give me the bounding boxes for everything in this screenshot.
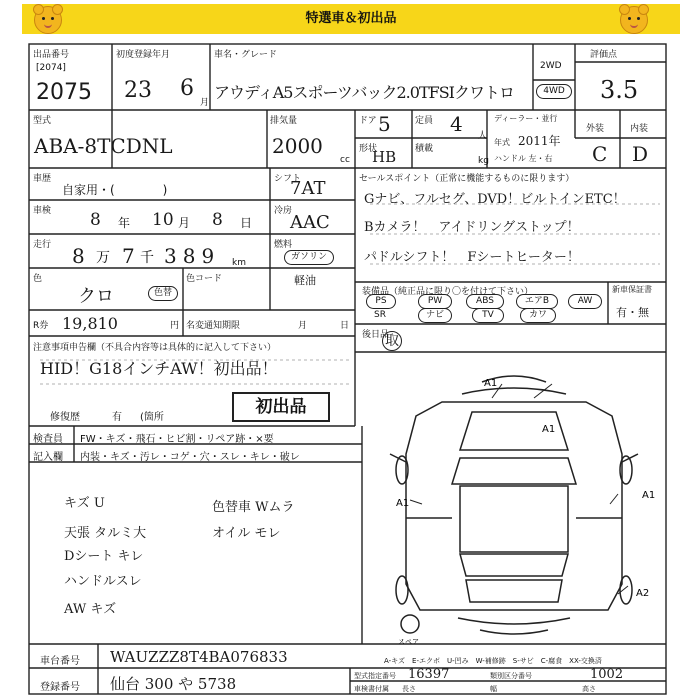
warranty-value: 有・無 bbox=[616, 306, 649, 319]
name-change-month: 月 bbox=[298, 321, 308, 331]
sales-line-2: Bカメラ！ アイドリングストップ！ bbox=[364, 220, 580, 235]
shape-label: 形状 bbox=[359, 144, 378, 154]
width-label: 幅 bbox=[490, 685, 497, 693]
lot-label: 出品番号 bbox=[33, 50, 70, 60]
rear-items-value: 取 bbox=[382, 331, 402, 351]
first-listing-stamp: 初出品 bbox=[232, 392, 330, 422]
mileage-rest: 389 bbox=[164, 244, 221, 268]
lot-sub: [2074] bbox=[36, 63, 66, 73]
load-unit: kg bbox=[478, 156, 489, 166]
model-value: アウディA5スポーツバック2.0TFSIクワトロ bbox=[214, 83, 514, 102]
sales-line-1: Gナビ、フルセグ、DVD！ビルトインETC！ bbox=[364, 192, 626, 207]
handnote-left-5: AW キズ bbox=[64, 602, 117, 617]
checker-opts: FW・キズ・飛石・ヒビ割・リペア跡・×要 bbox=[80, 434, 274, 445]
recycle-value: 19,810 bbox=[62, 314, 118, 333]
year-value: 2011年 bbox=[518, 134, 561, 148]
mileage-label: 走行 bbox=[33, 240, 52, 250]
inspection-year-unit: 年 bbox=[118, 216, 131, 230]
type-label: 型式 bbox=[33, 116, 52, 126]
plate-label: 登録番号 bbox=[40, 682, 80, 693]
equip-sr: SR bbox=[374, 310, 386, 320]
plate-value: 仙台 300 や 5738 bbox=[110, 675, 237, 693]
first-reg-label: 初度登録年月 bbox=[116, 50, 171, 60]
notes-label: 注意事項申告欄（不具合内容等は具体的に記入して下さい） bbox=[33, 343, 277, 353]
damage-mark: A1 bbox=[642, 490, 656, 501]
type-spec-label: 型式指定番号 bbox=[354, 672, 396, 680]
banner-title: 特選車＆初出品 bbox=[305, 11, 397, 26]
score-label: 評価点 bbox=[590, 50, 618, 60]
equip-tv: TV bbox=[472, 308, 504, 323]
equip-pw: PW bbox=[418, 294, 452, 309]
inspection-day-unit: 日 bbox=[240, 216, 253, 230]
mileage-man-unit: 万 bbox=[96, 250, 110, 266]
handnote-right-2: オイル モレ bbox=[212, 526, 281, 541]
inspection-month: 10 bbox=[152, 210, 174, 230]
exterior-value: C bbox=[592, 142, 608, 166]
height-label: 高さ bbox=[582, 685, 596, 693]
interior-value: D bbox=[632, 142, 649, 166]
displacement-label: 排気量 bbox=[270, 116, 298, 126]
recorder-opts: 内装・キズ・汚レ・コゲ・穴・スレ・キレ・破レ bbox=[80, 452, 300, 463]
first-reg-month-unit: 月 bbox=[200, 98, 210, 108]
chassis-value: WAUZZZ8T4BA076833 bbox=[110, 648, 288, 666]
inspection-day: 8 bbox=[212, 210, 223, 230]
drive-2wd: 2WD bbox=[540, 61, 562, 71]
fuel-gasoline: ガソリン bbox=[284, 250, 334, 265]
equip-abs: ABS bbox=[466, 294, 504, 309]
history-value: 自家用・( ) bbox=[62, 183, 168, 197]
interior-label: 内装 bbox=[630, 124, 649, 134]
handnote-left-4: ハンドルスレ bbox=[64, 574, 142, 589]
car-damage-diagram bbox=[362, 354, 666, 644]
recorder-label: 記入欄 bbox=[33, 452, 63, 463]
fuel-diesel: 軽油 bbox=[294, 274, 316, 287]
repair-label: 修復歴 bbox=[50, 412, 80, 423]
handnote-right-1: 色替車 Wムラ bbox=[212, 500, 295, 515]
sales-points-label: セールスポイント（正常に機能するものに限ります） bbox=[359, 174, 575, 184]
inspection-label: 車検 bbox=[33, 206, 52, 216]
mileage-man: 8 bbox=[72, 244, 85, 268]
length-label: 長さ bbox=[402, 685, 416, 693]
handle-label: ハンドル 左・右 bbox=[494, 154, 553, 163]
aircon-value: AAC bbox=[290, 212, 330, 233]
color-label: 色 bbox=[33, 274, 43, 284]
score-value: 3.5 bbox=[600, 76, 639, 104]
equip-aw: AW bbox=[568, 294, 602, 309]
recycle-label: R券 bbox=[33, 321, 49, 331]
equipment-label: 装備品（純正品に限り〇を付けて下さい） bbox=[362, 287, 534, 297]
damage-mark: A1 bbox=[542, 424, 556, 435]
damage-legend: A-キズ E-エクボ U-凹み W-補修跡 S-サビ C-腐食 XX-交換済 bbox=[384, 657, 602, 665]
type-spec-value: 16397 bbox=[408, 667, 450, 682]
shape-value: HB bbox=[372, 148, 397, 166]
drive-4wd: 4WD bbox=[536, 84, 572, 99]
chassis-label: 車台番号 bbox=[40, 656, 80, 667]
aircon-label: 冷房 bbox=[274, 206, 293, 216]
first-reg-month: 6 bbox=[180, 76, 194, 101]
color-change: 色替 bbox=[148, 286, 178, 301]
mileage-unit: km bbox=[232, 258, 246, 268]
repair-yes: 有 bbox=[112, 412, 122, 423]
cert-label: 車検書付属 bbox=[354, 685, 389, 693]
model-label: 車名・グレード bbox=[214, 50, 278, 60]
name-change-label: 名変通知期限 bbox=[186, 321, 241, 331]
class-value: 1002 bbox=[590, 667, 624, 682]
damage-mark: A1 bbox=[484, 378, 498, 389]
sales-line-3: パドルシフト！ Fシートヒーター！ bbox=[364, 250, 580, 265]
mileage-sen-unit: 千 bbox=[140, 250, 154, 266]
color-value: クロ bbox=[78, 286, 114, 307]
damage-mark: A2 bbox=[636, 588, 650, 599]
damage-mark: A1 bbox=[396, 498, 410, 509]
inspection-month-unit: 月 bbox=[178, 216, 191, 230]
inspection-year: 8 bbox=[90, 210, 101, 230]
equip-leather: カワ bbox=[520, 308, 556, 323]
repair-place: (箇所 bbox=[140, 412, 164, 423]
capacity-label: 定員 bbox=[415, 116, 434, 126]
color-code-label: 色コード bbox=[186, 274, 223, 284]
displacement-value: 2000 bbox=[272, 134, 323, 158]
displacement-unit: cc bbox=[340, 155, 350, 165]
name-change-day: 日 bbox=[340, 321, 350, 331]
handnote-left-1: キズ U bbox=[64, 496, 105, 511]
notes-value: HID！G18インチAW！初出品！ bbox=[40, 359, 278, 378]
year-label: 年式 bbox=[494, 138, 510, 147]
fuel-label: 燃料 bbox=[274, 240, 293, 250]
exterior-label: 外装 bbox=[586, 124, 605, 134]
recycle-unit: 円 bbox=[170, 321, 180, 331]
doors-label: ドア bbox=[359, 116, 377, 126]
load-label: 積載 bbox=[415, 144, 434, 154]
class-label: 類別区分番号 bbox=[490, 672, 532, 680]
capacity-value: 4 bbox=[450, 112, 463, 136]
doors-value: 5 bbox=[378, 112, 391, 136]
checker-label: 検査員 bbox=[33, 434, 63, 445]
first-reg-year: 23 bbox=[124, 78, 152, 103]
equip-navi: ナビ bbox=[418, 308, 452, 323]
warranty-label: 新車保証書 bbox=[612, 285, 652, 294]
lot-number: 2075 bbox=[36, 80, 92, 105]
spare-label: スペア bbox=[398, 638, 419, 644]
handnote-left-2: 天張 タルミ大 bbox=[64, 526, 147, 541]
type-value: ABA-8TCDNL bbox=[34, 134, 173, 158]
mileage-sen: 7 bbox=[122, 244, 135, 268]
dealer-label: ディーラー・並行 bbox=[494, 114, 558, 123]
equip-airbag: エアB bbox=[516, 294, 558, 309]
handnote-left-3: Dシート キレ bbox=[64, 549, 144, 564]
rear-items-label: 後日品 bbox=[362, 330, 390, 340]
equip-ps: PS bbox=[366, 294, 396, 309]
capacity-unit: 人 bbox=[478, 131, 488, 141]
history-label: 車歴 bbox=[33, 174, 52, 184]
shift-value: 7AT bbox=[290, 178, 326, 199]
shift-label: シフト bbox=[274, 174, 302, 184]
